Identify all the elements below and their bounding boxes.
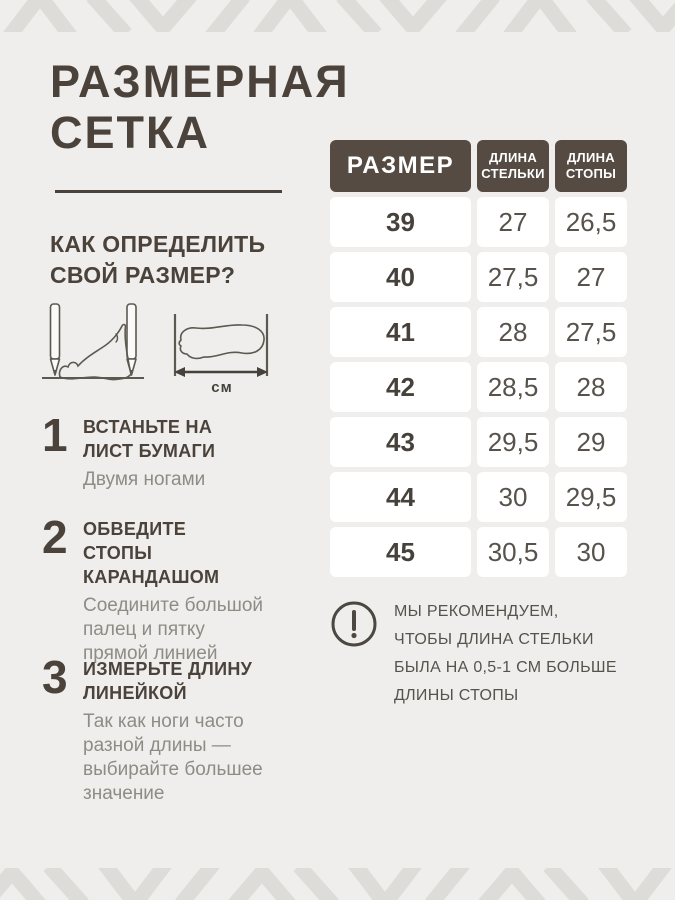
chevron-pattern-bottom bbox=[0, 868, 675, 900]
step-title: ВСТАНЬТЕ НА ЛИСТ БУМАГИ bbox=[83, 417, 216, 461]
page-title-line: РАЗМЕРНАЯ bbox=[50, 56, 350, 107]
step-number: 3 bbox=[42, 651, 68, 703]
table-header-insole-length: ДЛИНА СТЕЛЬКИ bbox=[477, 140, 549, 192]
page-title-line: СЕТКА bbox=[50, 107, 210, 158]
step-description: Так как ноги часто разной длины — выбирайте большее значение bbox=[83, 711, 263, 804]
recommendation-note bbox=[330, 598, 617, 710]
note-text bbox=[394, 598, 617, 710]
step-3 bbox=[42, 651, 265, 806]
table-cell-foot: 29 bbox=[555, 417, 627, 467]
table-cell-foot: 28 bbox=[555, 362, 627, 412]
step-2 bbox=[42, 511, 265, 666]
step-number: 1 bbox=[42, 409, 68, 461]
page-title bbox=[50, 56, 350, 158]
chevron-pattern-top bbox=[0, 0, 675, 32]
table-cell-size: 44 bbox=[330, 472, 471, 522]
section-heading-line: КАК ОПРЕДЕЛИТЬ bbox=[50, 231, 266, 257]
pencil-icon bbox=[51, 304, 60, 375]
step-number: 2 bbox=[42, 511, 68, 563]
foot-side-view-illustration bbox=[38, 298, 150, 398]
title-divider bbox=[55, 190, 282, 193]
table-cell-insole: 28,5 bbox=[477, 362, 549, 412]
table-cell-insole: 28 bbox=[477, 307, 549, 357]
table-cell-foot: 27 bbox=[555, 252, 627, 302]
table-cell-size: 43 bbox=[330, 417, 471, 467]
step-title: ИЗМЕРЬТЕ ДЛИНУ ЛИНЕЙКОЙ bbox=[83, 659, 253, 703]
table-header-size: РАЗМЕР bbox=[330, 140, 471, 192]
table-cell-size: 42 bbox=[330, 362, 471, 412]
table-cell-foot: 29,5 bbox=[555, 472, 627, 522]
step-description: Двумя ногами bbox=[83, 469, 206, 490]
size-table bbox=[330, 140, 627, 577]
note-text-line: ЧТОБЫ ДЛИНА СТЕЛЬКИ bbox=[394, 631, 594, 648]
measure-arrow-icon bbox=[174, 367, 268, 377]
table-cell-size: 39 bbox=[330, 197, 471, 247]
note-text-line: МЫ РЕКОМЕНДУЕМ, bbox=[394, 603, 559, 620]
step-description: Соедините большой палец и пятку прямой линией bbox=[83, 595, 264, 664]
table-cell-insole: 27,5 bbox=[477, 252, 549, 302]
note-text-line: БЫЛА НА 0,5-1 СМ БОЛЬШЕ bbox=[394, 659, 617, 676]
table-cell-foot: 26,5 bbox=[555, 197, 627, 247]
table-cell-insole: 30 bbox=[477, 472, 549, 522]
table-cell-size: 45 bbox=[330, 527, 471, 577]
table-cell-size: 40 bbox=[330, 252, 471, 302]
table-cell-insole: 27 bbox=[477, 197, 549, 247]
table-cell-foot: 30 bbox=[555, 527, 627, 577]
cm-label: см bbox=[211, 379, 233, 396]
table-header-foot-length: ДЛИНА СТОПЫ bbox=[555, 140, 627, 192]
table-cell-foot: 27,5 bbox=[555, 307, 627, 357]
exclamation-icon bbox=[330, 600, 378, 648]
section-heading bbox=[50, 229, 265, 291]
table-cell-size: 41 bbox=[330, 307, 471, 357]
step-title: ОБВЕДИТЕ СТОПЫ КАРАНДАШОМ bbox=[83, 519, 220, 587]
table-cell-insole: 30,5 bbox=[477, 527, 549, 577]
note-text-line: ДЛИНЫ СТОПЫ bbox=[394, 687, 519, 704]
section-heading-line: СВОЙ РАЗМЕР? bbox=[50, 262, 236, 288]
step-1 bbox=[42, 409, 259, 492]
table-cell-insole: 29,5 bbox=[477, 417, 549, 467]
